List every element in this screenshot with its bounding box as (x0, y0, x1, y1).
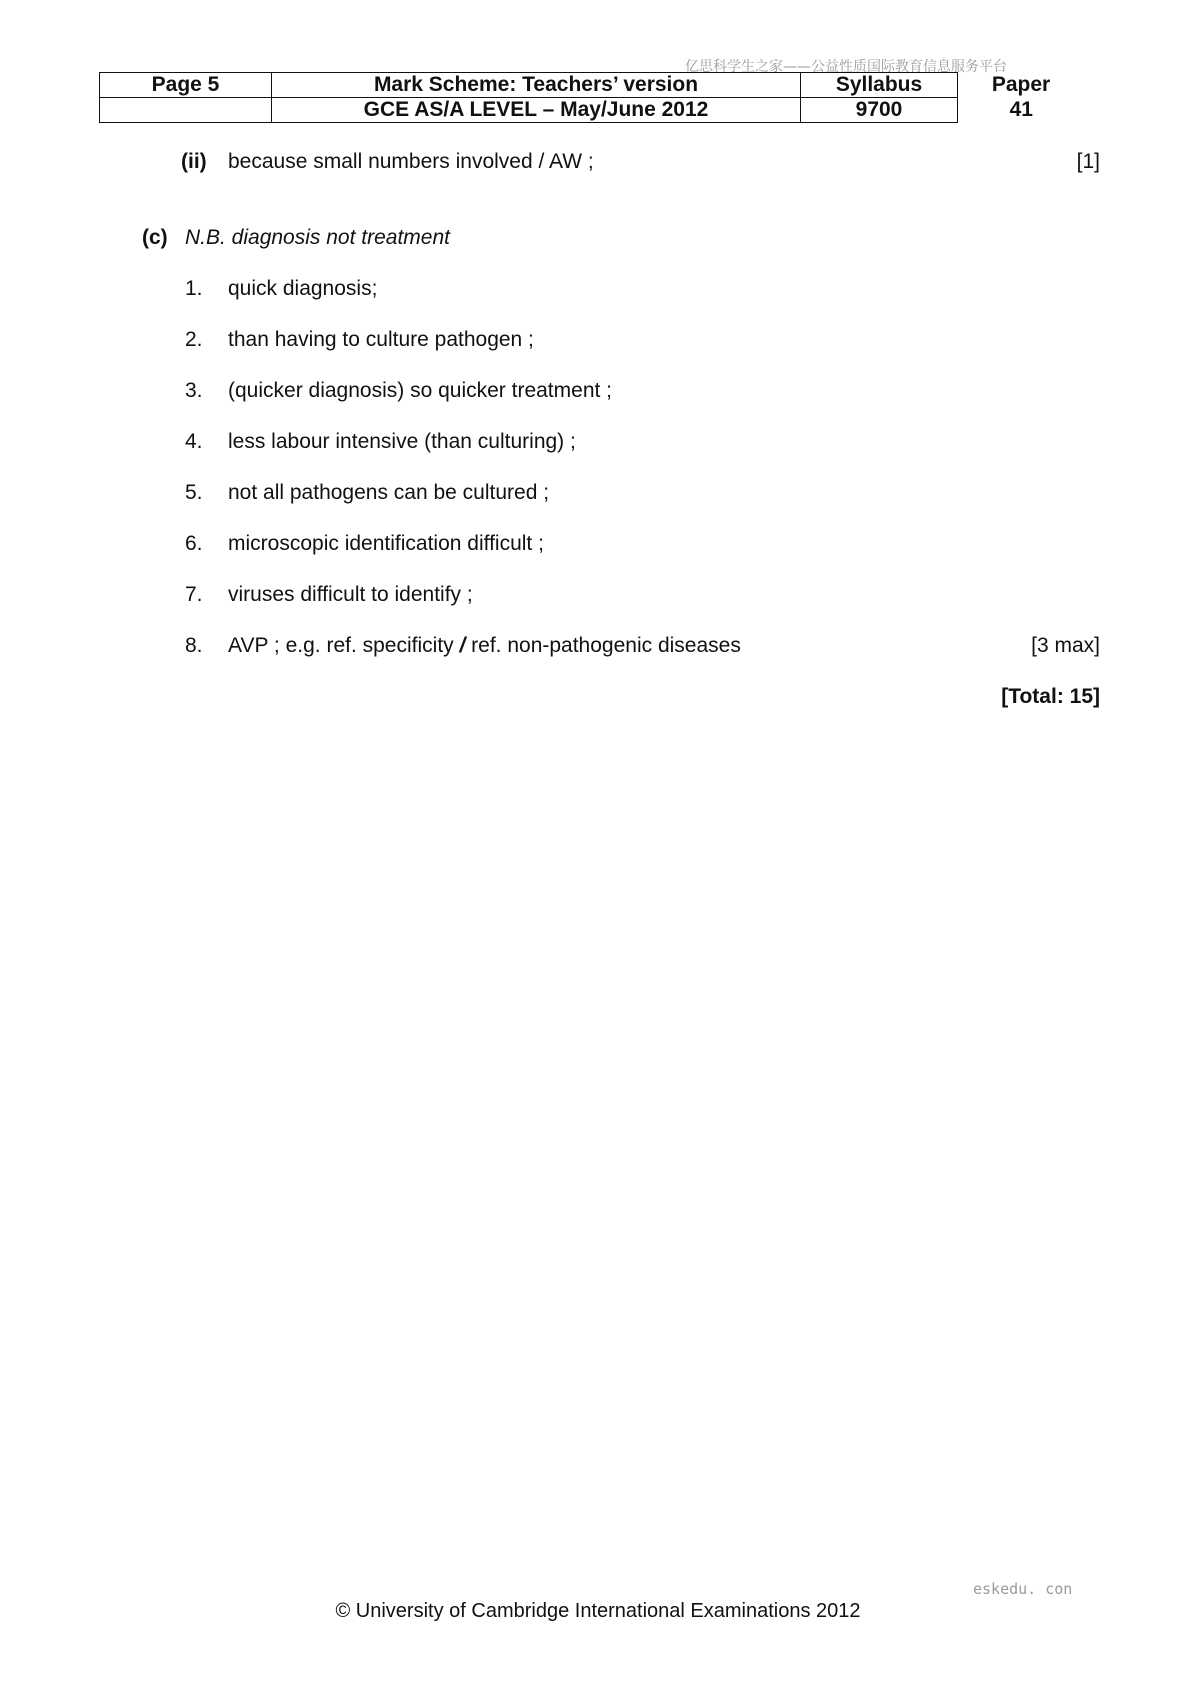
point-number: 1. (185, 277, 203, 300)
page-label: Page 5 (100, 73, 272, 98)
point-number: 2. (185, 328, 203, 351)
part-ii-mark: [1] (1076, 150, 1100, 173)
total-mark: [Total: 15] (1001, 685, 1100, 708)
point-text: quick diagnosis; (228, 277, 378, 300)
point-text-before: AVP ; e.g. ref. specificity (228, 634, 460, 657)
part-c-note: N.B. diagnosis not treatment (185, 226, 450, 249)
exam-subtitle: GCE AS/A LEVEL – May/June 2012 (272, 98, 801, 123)
point-text: microscopic identification difficult ; (228, 532, 544, 555)
bottom-watermark: eskedu. con (973, 1580, 1073, 1598)
point-number: 7. (185, 583, 203, 606)
point-text-after: ref. non-pathogenic diseases (465, 634, 741, 657)
syllabus-value: 9700 (801, 98, 958, 123)
point-text-separator: / (459, 634, 466, 657)
paper-label: Paper (991, 73, 1051, 96)
point-text: (quicker diagnosis) so quicker treatment ; (228, 379, 612, 402)
point-number: 6. (185, 532, 203, 555)
point-text: not all pathogens can be cultured ; (228, 481, 550, 504)
header-table (99, 72, 1085, 123)
point-text (228, 633, 741, 659)
empty-cell (100, 98, 272, 123)
part-c-label: (c) (142, 226, 168, 249)
point-number: 5. (185, 481, 203, 504)
part-ii-label: (ii) (181, 150, 207, 173)
point-text: less labour intensive (than culturing) ; (228, 430, 576, 453)
copyright-footer: © University of Cambridge International Examinations 2012 (335, 1600, 861, 1622)
point-number: 4. (185, 430, 203, 453)
point-text: viruses difficult to identify ; (228, 583, 473, 606)
point-number: 8. (185, 634, 203, 657)
paper-value: 41 (1009, 98, 1033, 121)
point-number: 3. (185, 379, 203, 402)
syllabus-label: Syllabus (801, 73, 958, 98)
mark-scheme-title: Mark Scheme: Teachers’ version (272, 73, 801, 98)
part-c-mark: [3 max] (1031, 634, 1100, 657)
point-text: than having to culture pathogen ; (228, 328, 534, 351)
top-watermark: 亿思科学生之家——公益性质国际教育信息服务平台 (685, 59, 1007, 75)
part-ii-text: because small numbers involved / AW ; (228, 150, 594, 173)
